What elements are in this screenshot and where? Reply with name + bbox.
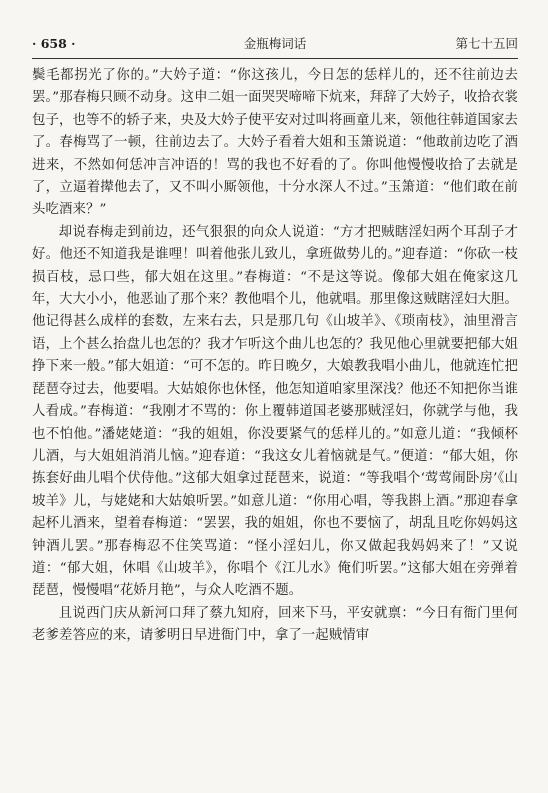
paragraph-3: 且说西门庆从新河口拜了蔡九知府，回来下马，平安就禀：“今日有衙门里何老爹差答应的来，请爹明日早进衙门中，拿了一起贼情审 — [32, 605, 518, 644]
book-title: 金瓶梅词话 — [243, 36, 307, 51]
page-number: · 658 · — [32, 36, 76, 51]
page-body — [32, 65, 518, 648]
running-header — [32, 34, 518, 54]
paragraph-1: 鬓毛都拐光了你的。”大妗子道：“你这孩儿，今日怎的恁样儿的，还不往前边去罢。”那春梅只顾不动身。这申二姐一面哭哭啼啼下炕来，拜辞了大妗子，收拾衣裳包子，也等不的轿子来，央及大妗子使平安对过叫将画童儿来，领他往韩道国家去了。春梅骂了一顿，往前边去了。大妗子看着大姐和玉箫说道：“他敢前边吃了酒进来，不然如何恁冲言冲语的！骂的我也不好看的了。你叫他慢慢收拾了去就是了，立逼着撵他去了，又不叫小厮领他，十分水深人不过。”玉箫道：“他们敢在前头吃酒来？” — [32, 68, 518, 218]
chapter-label: 第七十五回 — [455, 36, 518, 51]
paragraph-2: 却说春梅走到前边，还气狠狠的向众人说道：“方才把贼瞎淫妇两个耳刮子才好。他还不知道我是谁哩！叫着他张儿致儿，拿班做势儿的。”迎春道：“你砍一枝损百枝，忌口些，郁大姐在这里。”春梅道：“不是这等说。像郁大姐在俺家这几年，大大小小，他恶讪了那个来？教他唱个儿，他就唱。那里像这贼瞎淫妇大胆。他记得甚么成样的套数，左来右去，只是那几句《山坡羊》、《琐南枝》，油里滑言语，上个甚么抬盘儿也怎的？我才乍听这个曲儿也怎的？我见他心里就要把郁大姐挣下来一般。”郁大姐道：“可不怎的。昨日晚夕，大娘教我唱小曲儿，他就连忙把琵琶夺过去，他要唱。大姑娘你也休怪，他怎知道咱家里深浅？他还不知把你当谁人看成。”春梅道：“我刚才不骂的：你上覆韩道国老婆那贼淫妇，你就学与他，我也不怕他。”潘姥姥道：“我的姐姐，你没要紧气的恁样儿的。”如意儿道：“我倾杯儿酒，与大姐姐消消儿恼。”迎春道：“我这女儿着恼就是气。”便道：“郁大姐，你拣套好曲儿唱个伏侍他。”这郁大姐拿过琵琶来，说道：“等我唱个‘莺莺闹卧房’《山坡羊》儿，与姥姥和大姑娘听罢。”如意儿道：“你用心唱，等我斟上酒。”那迎春拿起杯儿酒来，望着春梅道：“罢罢，我的姐姐，你也不要恼了，胡乱且吃你妈妈这钟酒儿罢。”那春梅忍不住笑骂道：“怪小淫妇儿，你又做起我妈妈来了！”又说道：“郁大姐，休唱《山坡羊》，你唱个《江儿水》俺们听罢。”这郁大姐在旁弹着琵琶，慢慢唱“花娇月艳”，与众人吃酒不题。 — [32, 224, 518, 599]
header-rule — [32, 58, 518, 59]
